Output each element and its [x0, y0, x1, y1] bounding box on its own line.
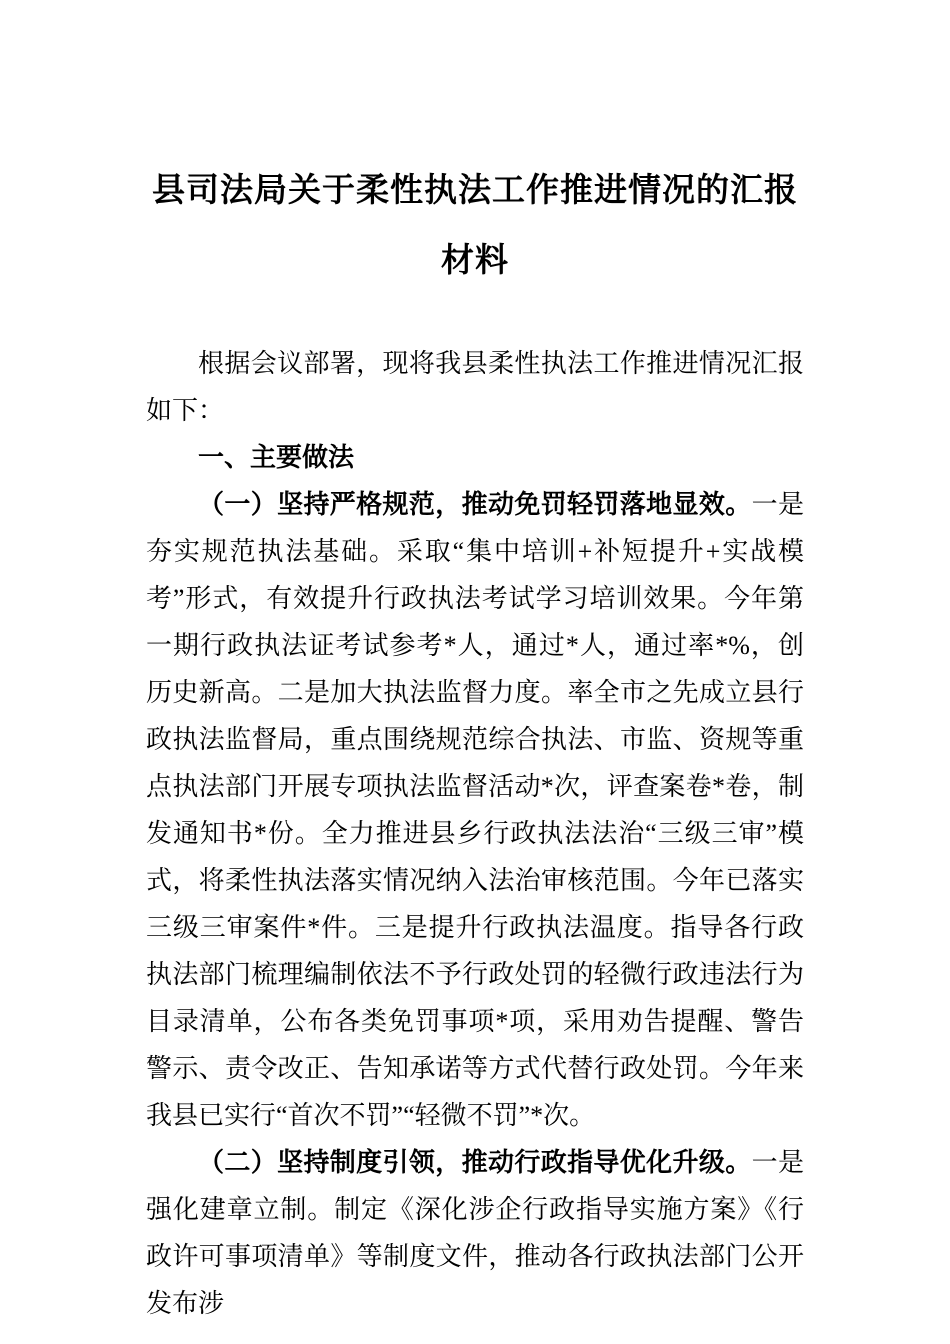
document-title: 县司法局关于柔性执法工作推进情况的汇报材料 [152, 173, 798, 279]
paragraph-1-lead: （一）坚持严格规范，推动免罚轻罚落地显效。 [198, 490, 752, 519]
paragraph-2-lead: （二）坚持制度引领，推动行政指导优化升级。 [198, 1148, 752, 1177]
paragraph-2 [146, 1139, 804, 1327]
paragraph-1-body: 一是夯实规范执法基础。采取“集中培训+补短提升+实战模考”形式，有效提升行政执法考试学习培训效果。今年第一期行政执法证考试参考*人，通过*人，通过率*%，创历史新高。二是加大执法监督力度。率全市之先成立县行政执法监督局，重点围绕规范综合执法、市监、资规等重点执法部门开展专项执法监督活动*次，评查案卷*卷，制发通知书*份。全力推进县乡行政执法法治“三级三审”模式，将柔性执法落实情况纳入法治审核范围。今年已落实三级三审案件*件。三是提升行政执法温度。指导各行政执法部门梳理编制依法不予行政处罚的轻微行政违法行为目录清单，公布各类免罚事项*项，采用劝告提醒、警告警示、责令改正、告知承诺等方式代替行政处罚。今年来我县已实行“首次不罚”“轻微不罚”*次。 [146, 490, 804, 1130]
paragraph-1 [146, 481, 804, 1139]
section-1-heading: 一、主要做法 [198, 443, 355, 472]
intro-paragraph: 根据会议部署，现将我县柔性执法工作推进情况汇报如下： [146, 349, 804, 425]
paragraph-2-body: 一是强化建章立制。制定《深化涉企行政指导实施方案》《行政许可事项清单》等制度文件，推动各行政执法部门公开发布涉 [146, 1148, 804, 1318]
